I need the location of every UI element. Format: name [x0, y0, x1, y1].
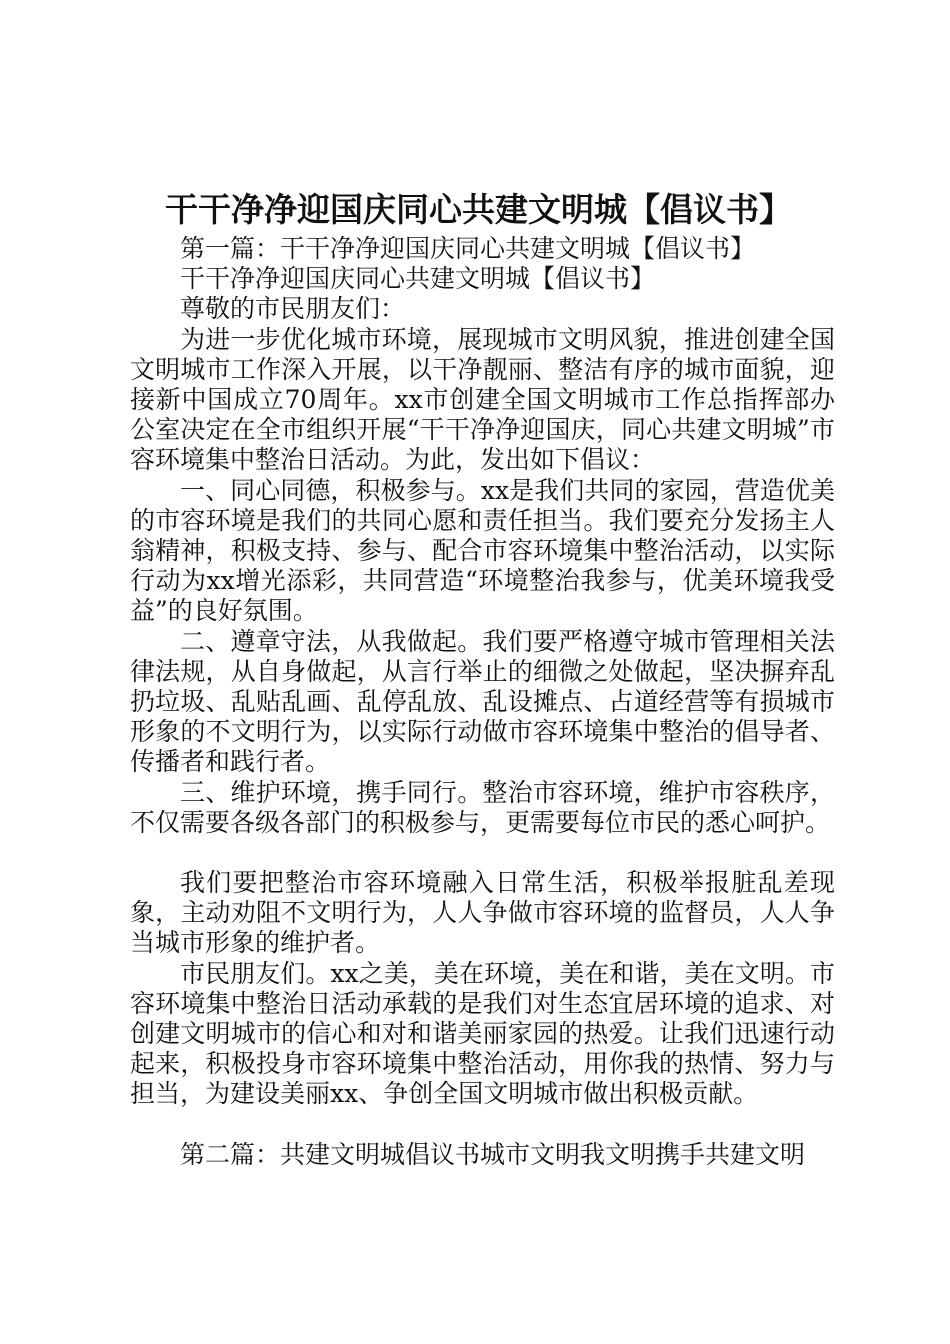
blank-line [130, 838, 835, 868]
blank-line [130, 1110, 835, 1140]
paragraph-point-two: 二、遵章守法，从我做起。我们要严格遵守城市管理相关法律法规，从自身做起，从言行举止的细微之处做起，坚决摒弃乱扔垃圾、乱贴乱画、乱停乱放、乱设摊点、占道经营等有损城市形象的不文明行为，以实际行动做市容环境集中整治的倡导者、传播者和践行者。 [130, 626, 835, 777]
paragraph-intro: 为进一步优化城市环境，展现城市文明风貌，推进创建全国文明城市工作深入开展，以干净靓丽、整洁有序的城市面貌，迎接新中国成立70周年。xx市创建全国文明城市工作总指挥部办公室决定在全市组织开展“干干净净迎国庆，同心共建文明城”市容环境集中整治日活动。为此，发出如下倡议： [130, 324, 835, 475]
document-page [130, 188, 835, 1170]
paragraph-part-two-heading: 第二篇：共建文明城倡议书城市文明我文明携手共建文明 [180, 1139, 806, 1169]
paragraph-daily-life: 我们要把整治市容环境融入日常生活，积极举报脏乱差现象，主动劝阻不文明行为，人人争做市容环境的监督员，人人争当城市形象的维护者。 [130, 868, 835, 958]
document-title: 干干净净迎国庆同心共建文明城【倡议书】 [165, 190, 792, 229]
paragraph-closing: 市民朋友们。xx之美，美在环境，美在和谐，美在文明。市容环境集中整治日活动承载的是我们对生态宜居环境的追求、对创建文明城市的信心和对和谐美丽家园的热爱。让我们迅速行动起来，积极投身市容环境集中整治活动，用你我的热情、努力与担当，为建设美丽xx、争创全国文明城市做出积极贡献。 [130, 958, 835, 1109]
paragraph-salutation: 尊敬的市民朋友们： [180, 294, 406, 324]
paragraph-subtitle: 干干净净迎国庆同心共建文明城【倡议书】 [180, 264, 656, 294]
paragraph-point-three: 三、维护环境，携手同行。整治市容环境，维护市容秩序，不仅需要各级各部门的积极参与，更需要每位市民的悉心呵护。 [130, 777, 835, 837]
paragraph-point-one: 一、同心同德，积极参与。xx是我们共同的家园，营造优美的市容环境是我们的共同心愿和责任担当。我们要充分发扬主人翁精神，积极支持、参与、配合市容环境集中整治活动，以实际行动为xx增光添彩，共同营造“环境整治我参与，优美环境我受益”的良好氛围。 [130, 475, 835, 626]
paragraph-part-one-heading: 第一篇：干干净净迎国庆同心共建文明城【倡议书】 [180, 234, 756, 263]
